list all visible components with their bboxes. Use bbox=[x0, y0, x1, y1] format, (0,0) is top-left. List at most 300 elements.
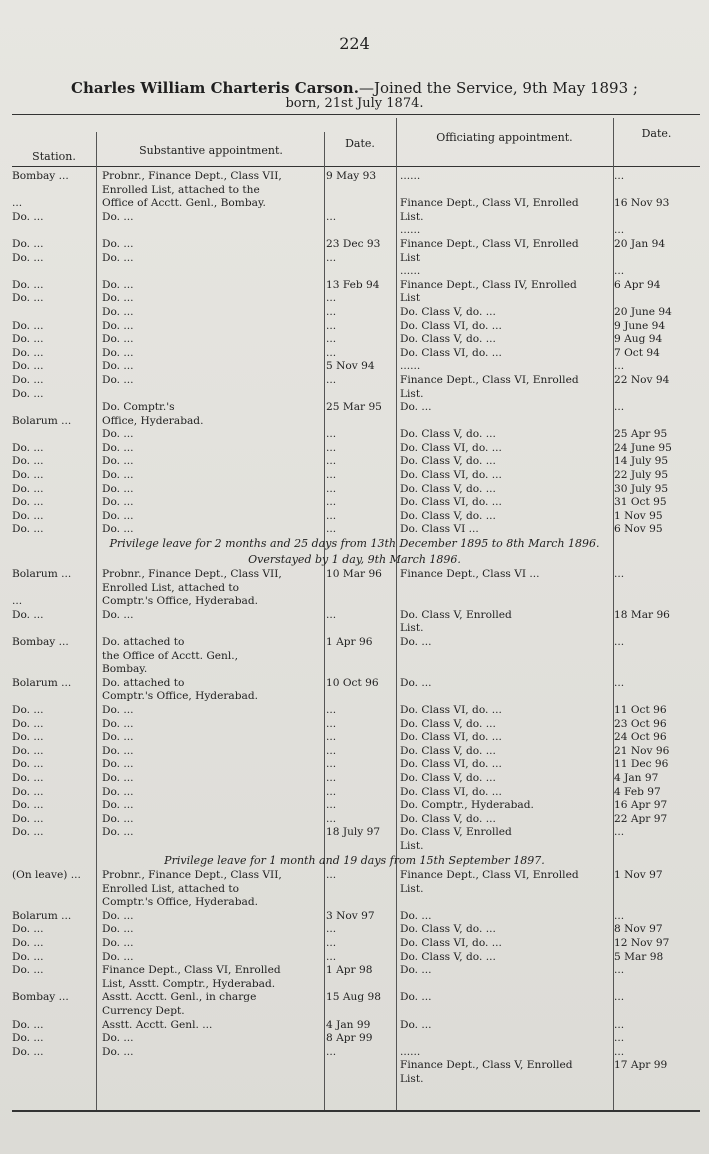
substantive-date-cell: ... bbox=[326, 1045, 337, 1058]
substantive-cell: Do. ... bbox=[102, 251, 134, 264]
substantive-cell: Probnr., Finance Dept., Class VII, bbox=[102, 170, 282, 182]
officiating-date-cell: 17 Apr 99 bbox=[614, 1059, 668, 1072]
substantive-cell: Finance Dept., Class VI, Enrolled bbox=[102, 964, 281, 977]
substantive-date-cell: 1 Apr 96 bbox=[326, 636, 373, 648]
substantive-cell: Probnr., Finance Dept., Class VII, bbox=[102, 568, 282, 581]
substantive-cell: List, Asstt. Comptr., Hyderabad. bbox=[102, 977, 276, 990]
substantive-date-cell: ... bbox=[326, 496, 337, 509]
table-row bbox=[0, 704, 709, 718]
table-row bbox=[0, 978, 709, 992]
substantive-cell: Do. ... bbox=[102, 278, 134, 291]
substantive-cell: Do. ... bbox=[102, 360, 134, 373]
table-row bbox=[0, 265, 709, 279]
officiating-date-cell: ... bbox=[614, 568, 625, 581]
substantive-date-cell: 1 Apr 98 bbox=[326, 964, 373, 977]
officiating-cell: Finance Dept., Class V, Enrolled bbox=[400, 1059, 573, 1072]
table-row bbox=[0, 1059, 709, 1073]
table-row bbox=[0, 951, 709, 965]
officiating-date-cell: ... bbox=[614, 224, 625, 237]
officiating-cell: Do. Class VI, do. ... bbox=[400, 731, 502, 744]
officiating-date-cell: ... bbox=[614, 170, 625, 182]
officiating-date-cell: 20 Jan 94 bbox=[614, 237, 666, 250]
table-row bbox=[0, 1032, 709, 1046]
table-row bbox=[0, 184, 709, 198]
table-row bbox=[0, 360, 709, 374]
station-cell: Do. ... bbox=[12, 210, 44, 223]
station-cell: Do. ... bbox=[12, 771, 44, 784]
substantive-cell: Asstt. Acctt. Genl. ... bbox=[102, 1018, 213, 1031]
officiating-cell: Do. ... bbox=[400, 401, 432, 414]
station-cell: Do. ... bbox=[12, 1032, 44, 1045]
officiating-date-cell: 4 Feb 97 bbox=[614, 785, 661, 798]
station-cell: Do. ... bbox=[12, 292, 44, 305]
substantive-date-cell: 8 Apr 99 bbox=[326, 1032, 373, 1045]
officiating-date-cell: 12 Nov 97 bbox=[614, 936, 670, 949]
station-cell: Bolarum ... bbox=[12, 676, 72, 689]
station-cell: Bolarum ... bbox=[12, 568, 72, 581]
officiating-cell: List. bbox=[400, 387, 424, 400]
officiating-cell: Do. Class VI, do. ... bbox=[400, 346, 502, 359]
officiating-date-cell: ... bbox=[614, 964, 625, 977]
officiating-date-cell: ... bbox=[614, 991, 625, 1004]
top-rule bbox=[12, 114, 700, 115]
table-row bbox=[0, 1019, 709, 1033]
officiating-date-cell: 9 Aug 94 bbox=[614, 333, 663, 346]
substantive-date-cell: ... bbox=[326, 509, 337, 522]
officiating-cell: Do. Class V, do. ... bbox=[400, 428, 496, 441]
station-cell: Do. ... bbox=[12, 496, 44, 509]
officiating-cell: Do. Class V, do. ... bbox=[400, 305, 496, 318]
table-row bbox=[0, 523, 709, 537]
substantive-date-cell: ... bbox=[326, 482, 337, 495]
officiating-date-cell: 5 Mar 98 bbox=[614, 950, 664, 963]
officiating-cell: Do. ... bbox=[400, 636, 432, 648]
substantive-date-cell: 10 Mar 96 bbox=[326, 568, 382, 581]
officiating-date-cell: ... bbox=[614, 1045, 625, 1058]
substantive-date-cell: ... bbox=[326, 428, 337, 441]
officiating-cell: List. bbox=[400, 622, 424, 635]
leave-note-text: Privilege leave for 1 month and 19 days from 15th September 1897. bbox=[164, 853, 545, 867]
table-row bbox=[0, 306, 709, 320]
header-substantive: Substantive appointment. bbox=[139, 144, 283, 157]
table-row bbox=[0, 279, 709, 293]
table-row bbox=[0, 496, 709, 510]
header-date: Date. bbox=[641, 127, 672, 140]
table-row bbox=[0, 677, 709, 691]
station-cell: (On leave) ... bbox=[12, 869, 81, 881]
substantive-cell: Comptr.'s Office, Hyderabad. bbox=[102, 595, 258, 608]
table-row bbox=[0, 883, 709, 897]
officiating-date-cell: ... bbox=[614, 1018, 625, 1031]
officiating-cell: Do. Class VI, do. ... bbox=[400, 703, 502, 716]
table-row bbox=[0, 510, 709, 524]
officiating-date-cell: 6 Nov 95 bbox=[614, 523, 663, 536]
officiating-cell: Do. Class V, do. ... bbox=[400, 812, 496, 825]
substantive-date-cell: ... bbox=[326, 717, 337, 730]
officiating-date-cell: 14 July 95 bbox=[614, 455, 669, 468]
substantive-date-cell: ... bbox=[326, 785, 337, 798]
table-row bbox=[0, 347, 709, 361]
substantive-cell: Do. ... bbox=[102, 305, 134, 318]
station-cell: Do. ... bbox=[12, 251, 44, 264]
substantive-date-cell: ... bbox=[326, 744, 337, 757]
officiating-cell: ...... bbox=[400, 224, 421, 237]
officiating-cell: Do. Class VI, do. ... bbox=[400, 469, 502, 482]
station-cell: Do. ... bbox=[12, 608, 44, 621]
station-cell: Bolarum ... bbox=[12, 909, 72, 922]
station-cell: Do. ... bbox=[12, 826, 44, 839]
table-row bbox=[0, 211, 709, 225]
officiating-cell: Do. Class V, do. ... bbox=[400, 950, 496, 963]
station-cell: Do. ... bbox=[12, 950, 44, 963]
bottom-rule bbox=[12, 1110, 700, 1112]
officiating-cell: List. bbox=[400, 839, 424, 852]
joined-service: —Joined the Service, 9th May 1893 ; bbox=[358, 79, 638, 97]
substantive-cell: Do. ... bbox=[102, 509, 134, 522]
substantive-cell: Do. attached to bbox=[102, 636, 185, 648]
substantive-date-cell: ... bbox=[326, 210, 337, 223]
substantive-date-cell: 25 Mar 95 bbox=[326, 401, 382, 414]
table-row bbox=[0, 238, 709, 252]
substantive-date-cell: ... bbox=[326, 608, 337, 621]
substantive-date-cell: ... bbox=[326, 346, 337, 359]
substantive-cell: Do. ... bbox=[102, 292, 134, 305]
officiating-date-cell: 31 Oct 95 bbox=[614, 496, 667, 509]
substantive-cell: Do. ... bbox=[102, 950, 134, 963]
officiating-cell: Do. Class V, do. ... bbox=[400, 509, 496, 522]
substantive-date-cell: ... bbox=[326, 950, 337, 963]
substantive-date-cell: 10 Oct 96 bbox=[326, 676, 379, 689]
officiating-cell: Do. Class VI, do. ... bbox=[400, 758, 502, 771]
station-cell: Bombay ... bbox=[12, 170, 69, 182]
officiating-date-cell: 24 Oct 96 bbox=[614, 731, 667, 744]
table-row bbox=[0, 1073, 709, 1087]
officiating-cell: Do. Comptr., Hyderabad. bbox=[400, 799, 534, 812]
officiating-date-cell: ... bbox=[614, 636, 625, 648]
station-cell: Do. ... bbox=[12, 717, 44, 730]
officiating-cell: Do. Class V, do. ... bbox=[400, 771, 496, 784]
station-cell: Do. ... bbox=[12, 387, 44, 400]
substantive-cell: Currency Dept. bbox=[102, 1004, 185, 1017]
substantive-date-cell: 18 July 97 bbox=[326, 826, 381, 839]
station-cell: Do. ... bbox=[12, 964, 44, 977]
table-row bbox=[0, 650, 709, 664]
substantive-date-cell: ... bbox=[326, 292, 337, 305]
leave-note bbox=[0, 537, 709, 553]
officiating-cell: Do. Class V, do. ... bbox=[400, 455, 496, 468]
officiating-cell: Do. ... bbox=[400, 991, 432, 1004]
substantive-cell: Do. ... bbox=[102, 717, 134, 730]
table-row bbox=[0, 636, 709, 650]
table-row bbox=[0, 991, 709, 1005]
officiating-cell: Do. Class VI, do. ... bbox=[400, 496, 502, 509]
station-cell: Do. ... bbox=[12, 785, 44, 798]
substantive-date-cell: ... bbox=[326, 319, 337, 332]
table-row bbox=[0, 786, 709, 800]
substantive-cell: Office of Acctt. Genl., Bombay. bbox=[102, 197, 266, 210]
substantive-cell: Do. ... bbox=[102, 319, 134, 332]
station-cell: Do. ... bbox=[12, 744, 44, 757]
substantive-cell: Do. ... bbox=[102, 799, 134, 812]
officiating-date-cell: 16 Nov 93 bbox=[614, 197, 670, 210]
table-row bbox=[0, 813, 709, 827]
birth-date: born, 21st July 1874. bbox=[285, 96, 424, 111]
officiating-date-cell: 21 Nov 96 bbox=[614, 744, 670, 757]
officiating-cell: List. bbox=[400, 882, 424, 895]
officiating-cell: Finance Dept., Class IV, Enrolled bbox=[400, 278, 577, 291]
station-cell: Do. ... bbox=[12, 731, 44, 744]
table-row bbox=[0, 1046, 709, 1060]
officiating-cell: Do. Class VI, do. ... bbox=[400, 319, 502, 332]
station-cell: Do. ... bbox=[12, 278, 44, 291]
officiating-date-cell: ... bbox=[614, 1032, 625, 1045]
substantive-cell: Do. ... bbox=[102, 373, 134, 386]
officiating-cell: Finance Dept., Class VI ... bbox=[400, 568, 540, 581]
substantive-date-cell: 23 Dec 93 bbox=[326, 237, 381, 250]
officiating-date-cell: 11 Dec 96 bbox=[614, 758, 669, 771]
substantive-cell: Do. ... bbox=[102, 523, 134, 536]
station-cell: Do. ... bbox=[12, 346, 44, 359]
officiating-cell: Do. Class V, do. ... bbox=[400, 482, 496, 495]
station-cell: Do. ... bbox=[12, 469, 44, 482]
substantive-date-cell: 3 Nov 97 bbox=[326, 909, 375, 922]
substantive-cell: Do. ... bbox=[102, 333, 134, 346]
station-cell: Do. ... bbox=[12, 936, 44, 949]
table-row bbox=[0, 937, 709, 951]
officiating-date-cell: 8 Nov 97 bbox=[614, 923, 663, 936]
officiating-date-cell: ... bbox=[614, 676, 625, 689]
table-row bbox=[0, 333, 709, 347]
substantive-date-cell: ... bbox=[326, 251, 337, 264]
substantive-cell: Asstt. Acctt. Genl., in charge bbox=[102, 991, 257, 1004]
substantive-date-cell: ... bbox=[326, 936, 337, 949]
substantive-cell: Do. ... bbox=[102, 731, 134, 744]
officiating-cell: ...... bbox=[400, 170, 421, 182]
officiating-date-cell: ... bbox=[614, 401, 625, 414]
officiating-date-cell: 22 Nov 94 bbox=[614, 373, 670, 386]
substantive-cell: Do. ... bbox=[102, 758, 134, 771]
substantive-cell: Office, Hyderabad. bbox=[102, 414, 204, 427]
substantive-date-cell: ... bbox=[326, 758, 337, 771]
officiating-cell: ...... bbox=[400, 1045, 421, 1058]
station-cell: Bolarum ... bbox=[12, 414, 72, 427]
substantive-date-cell: ... bbox=[326, 923, 337, 936]
officiating-cell: Do. ... bbox=[400, 676, 432, 689]
substantive-date-cell: ... bbox=[326, 455, 337, 468]
table-row bbox=[0, 1005, 709, 1019]
station-cell: Do. ... bbox=[12, 799, 44, 812]
officiating-cell: Finance Dept., Class VI, Enrolled bbox=[400, 373, 579, 386]
officiating-date-cell: 4 Jan 97 bbox=[614, 771, 659, 784]
substantive-cell: Do. ... bbox=[102, 469, 134, 482]
officiating-cell: Finance Dept., Class VI, Enrolled bbox=[400, 237, 579, 250]
substantive-date-cell: ... bbox=[326, 441, 337, 454]
substantive-cell: Do. ... bbox=[102, 1045, 134, 1058]
table-row bbox=[0, 197, 709, 211]
substantive-cell: Do. ... bbox=[102, 441, 134, 454]
substantive-cell: Do. ... bbox=[102, 909, 134, 922]
substantive-cell: Comptr.'s Office, Hyderabad. bbox=[102, 690, 258, 703]
officiating-cell: Do. ... bbox=[400, 1018, 432, 1031]
substantive-date-cell: ... bbox=[326, 333, 337, 346]
officiating-cell: Do. Class VI, do. ... bbox=[400, 936, 502, 949]
table-row bbox=[0, 826, 709, 840]
table-row bbox=[0, 910, 709, 924]
substantive-cell: Do. ... bbox=[102, 482, 134, 495]
officer-name: Charles William Charteris Carson. bbox=[71, 79, 359, 97]
table-row bbox=[0, 320, 709, 334]
substantive-cell: Do. ... bbox=[102, 237, 134, 250]
officiating-date-cell: 1 Nov 95 bbox=[614, 509, 663, 522]
table-row bbox=[0, 799, 709, 813]
station-cell: ... bbox=[12, 595, 23, 608]
substantive-date-cell: 5 Nov 94 bbox=[326, 360, 375, 373]
table-row bbox=[0, 292, 709, 306]
officiating-date-cell: 18 Mar 96 bbox=[614, 608, 670, 621]
leave-note-text: Privilege leave for 2 months and 25 days from 13th December 1895 to 8th March 1896. bbox=[109, 537, 600, 551]
station-cell: Do. ... bbox=[12, 333, 44, 346]
substantive-cell: Bombay. bbox=[102, 663, 148, 676]
table-row bbox=[0, 609, 709, 623]
table-row bbox=[0, 170, 709, 184]
leave-note bbox=[0, 854, 709, 870]
substantive-cell: Do. ... bbox=[102, 1032, 134, 1045]
station-cell: Bombay ... bbox=[12, 991, 69, 1004]
substantive-cell: Do. ... bbox=[102, 428, 134, 441]
table-row bbox=[0, 469, 709, 483]
substantive-cell: Do. ... bbox=[102, 346, 134, 359]
substantive-date-cell: 9 May 93 bbox=[326, 170, 377, 182]
page-number: 224 bbox=[339, 34, 370, 53]
header-officiating: Officiating appointment. bbox=[436, 131, 573, 144]
table-row bbox=[0, 690, 709, 704]
officiating-cell: ...... bbox=[400, 265, 421, 278]
officiating-date-cell: ... bbox=[614, 826, 625, 839]
header-station: Station. bbox=[32, 150, 76, 163]
officiating-cell: Do. Class V, do. ... bbox=[400, 717, 496, 730]
leave-note-text: Overstayed by 1 day, 9th March 1896. bbox=[248, 552, 461, 566]
officiating-cell: List bbox=[400, 292, 421, 305]
table-row bbox=[0, 374, 709, 388]
substantive-cell: Enrolled List, attached to bbox=[102, 882, 239, 895]
substantive-date-cell: ... bbox=[326, 799, 337, 812]
substantive-cell: Do. Comptr.'s bbox=[102, 401, 175, 414]
officiating-cell: Do. Class V, do. ... bbox=[400, 923, 496, 936]
officiating-date-cell: 11 Oct 96 bbox=[614, 703, 667, 716]
substantive-cell: Do. ... bbox=[102, 826, 134, 839]
table-row bbox=[0, 442, 709, 456]
record-title bbox=[0, 80, 709, 112]
officiating-cell: Do. Class V, Enrolled bbox=[400, 826, 512, 839]
officiating-date-cell: 16 Apr 97 bbox=[614, 799, 668, 812]
table-row bbox=[0, 772, 709, 786]
officiating-date-cell: 6 Apr 94 bbox=[614, 278, 661, 291]
table-row bbox=[0, 731, 709, 745]
officiating-cell: Do. ... bbox=[400, 964, 432, 977]
substantive-cell: Comptr.'s Office, Hyderabad. bbox=[102, 896, 258, 909]
station-cell: Do. ... bbox=[12, 509, 44, 522]
officiating-date-cell: ... bbox=[614, 360, 625, 373]
header-rule bbox=[12, 166, 700, 167]
officiating-cell: List. bbox=[400, 210, 424, 223]
leave-note bbox=[0, 553, 709, 569]
table-row bbox=[0, 415, 709, 429]
substantive-cell: Do. ... bbox=[102, 496, 134, 509]
officiating-date-cell: 7 Oct 94 bbox=[614, 346, 660, 359]
substantive-date-cell: ... bbox=[326, 305, 337, 318]
substantive-cell: Enrolled List, attached to the bbox=[102, 183, 260, 196]
service-table bbox=[0, 170, 709, 1087]
station-cell: Do. ... bbox=[12, 523, 44, 536]
officiating-cell: Do. ... bbox=[400, 909, 432, 922]
station-cell: Do. ... bbox=[12, 455, 44, 468]
substantive-cell: the Office of Acctt. Genl., bbox=[102, 649, 238, 662]
substantive-date-cell: ... bbox=[326, 373, 337, 386]
table-row bbox=[0, 595, 709, 609]
officiating-date-cell: 25 Apr 95 bbox=[614, 428, 668, 441]
substantive-cell: Do. ... bbox=[102, 771, 134, 784]
substantive-date-cell: 15 Aug 98 bbox=[326, 991, 381, 1004]
table-row bbox=[0, 252, 709, 266]
table-row bbox=[0, 622, 709, 636]
table-row bbox=[0, 923, 709, 937]
officiating-cell: List. bbox=[400, 1072, 424, 1085]
substantive-cell: Do. ... bbox=[102, 923, 134, 936]
substantive-date-cell: 13 Feb 94 bbox=[326, 278, 380, 291]
substantive-date-cell: ... bbox=[326, 469, 337, 482]
table-row bbox=[0, 663, 709, 677]
officiating-cell: List bbox=[400, 251, 421, 264]
officiating-cell: Do. Class V, do. ... bbox=[400, 744, 496, 757]
table-row bbox=[0, 964, 709, 978]
substantive-cell: Do. ... bbox=[102, 703, 134, 716]
officiating-cell: ...... bbox=[400, 360, 421, 373]
table-row bbox=[0, 840, 709, 854]
table-row bbox=[0, 758, 709, 772]
table-row bbox=[0, 388, 709, 402]
station-cell: Do. ... bbox=[12, 237, 44, 250]
substantive-date-cell: ... bbox=[326, 731, 337, 744]
officiating-cell: Do. Class VI, do. ... bbox=[400, 441, 502, 454]
station-cell: Do. ... bbox=[12, 482, 44, 495]
station-cell: Do. ... bbox=[12, 812, 44, 825]
substantive-date-cell: ... bbox=[326, 812, 337, 825]
table-row bbox=[0, 401, 709, 415]
substantive-cell: Enrolled List, attached to bbox=[102, 581, 239, 594]
officiating-date-cell: 20 June 94 bbox=[614, 305, 672, 318]
substantive-cell: Do. ... bbox=[102, 812, 134, 825]
substantive-cell: Do. ... bbox=[102, 210, 134, 223]
substantive-date-cell: ... bbox=[326, 523, 337, 536]
officiating-cell: Do. Class V, Enrolled bbox=[400, 608, 512, 621]
station-cell: Do. ... bbox=[12, 703, 44, 716]
station-cell: Do. ... bbox=[12, 1045, 44, 1058]
officiating-date-cell: 1 Nov 97 bbox=[614, 869, 663, 881]
substantive-cell: Do. ... bbox=[102, 936, 134, 949]
station-cell: Do. ... bbox=[12, 758, 44, 771]
station-cell: Do. ... bbox=[12, 1018, 44, 1031]
table-row bbox=[0, 869, 709, 883]
table-row bbox=[0, 224, 709, 238]
substantive-date-cell: ... bbox=[326, 771, 337, 784]
station-cell: Do. ... bbox=[12, 923, 44, 936]
substantive-date-cell: ... bbox=[326, 869, 337, 881]
substantive-date-cell: 4 Jan 99 bbox=[326, 1018, 371, 1031]
officiating-cell: Do. Class VI ... bbox=[400, 523, 479, 536]
table-row bbox=[0, 896, 709, 910]
officiating-date-cell: 22 July 95 bbox=[614, 469, 669, 482]
table-row bbox=[0, 568, 709, 582]
